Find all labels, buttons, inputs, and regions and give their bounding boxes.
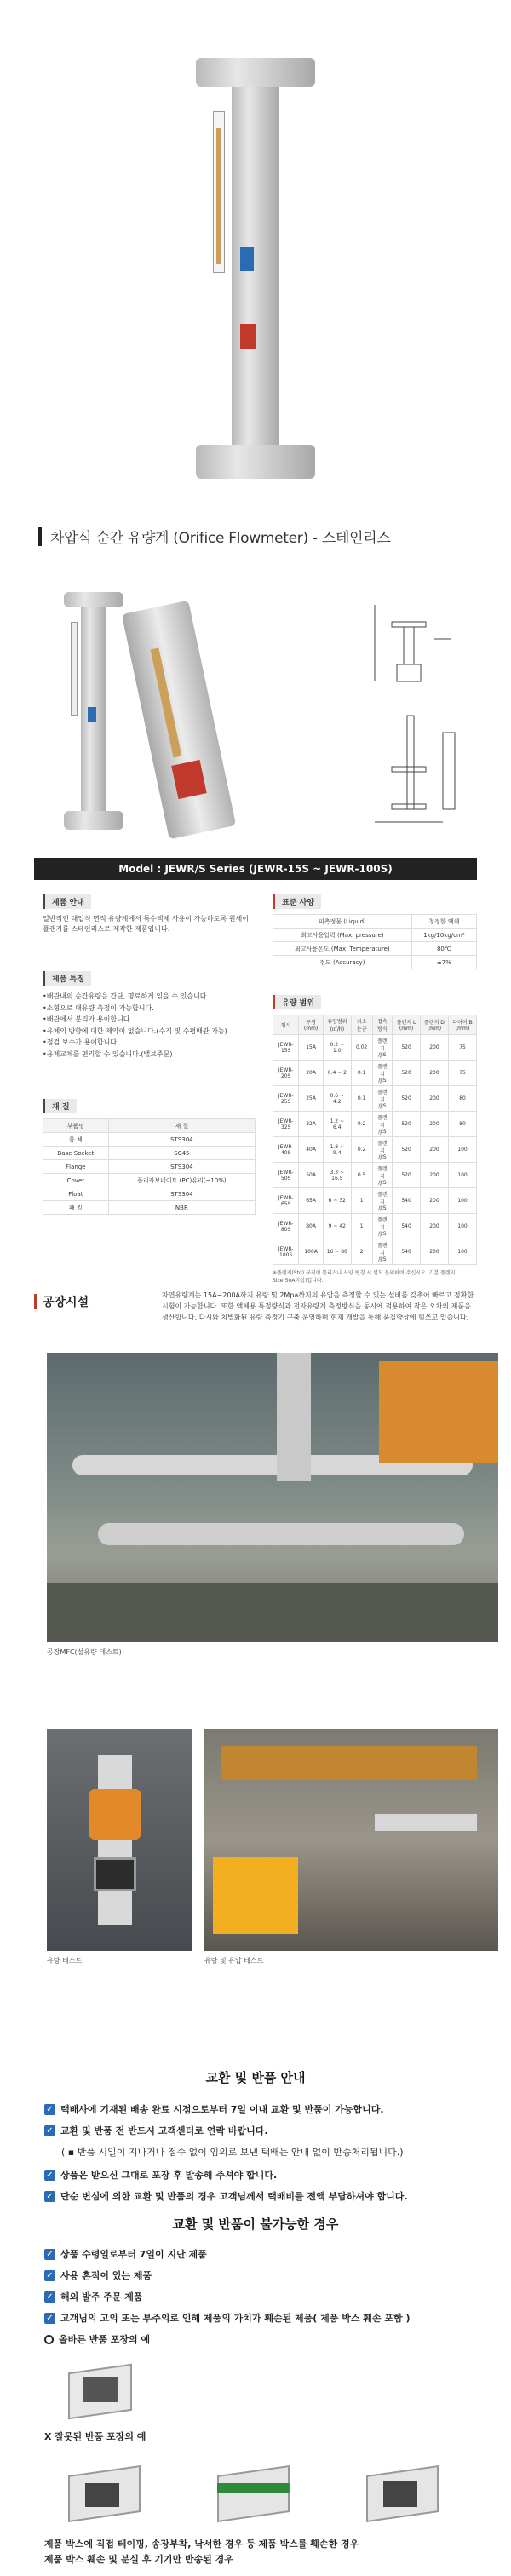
feature-item: •점검 보수가 용이합니다. (43, 1038, 119, 1047)
check-icon: ✓ (44, 2125, 55, 2136)
factory-caption-flow: 유량 테스트 (47, 1957, 83, 1964)
table-row: 패 킹 NBR (43, 1201, 256, 1215)
not-allowed-item: ✓ 해외 발주 주문 제품 (44, 2290, 143, 2303)
check-icon: ✓ (44, 2104, 55, 2115)
page-title: 차압식 순간 유량계 (Orifice Flowmeter) - 스테인리스 (38, 526, 390, 547)
exchange-item: ✓ 상품은 받으신 그대로 포장 후 발송해 주셔야 합니다. (44, 2168, 277, 2182)
factory-caption-pressure: 유량 및 유압 테스트 (204, 1957, 264, 1964)
not-allowed-item: ✓ 고객님의 고의 또는 부주의로 인해 제품의 가치가 훼손된 제품( 제품 박스 훼손 포함 ) (44, 2311, 411, 2325)
not-allowed-heading: 교환 및 반품이 불가능한 경우 (172, 2217, 339, 2232)
exchange-item: ( ▪ 반품 시일이 지나거나 접수 없이 임의로 보낸 택배는 안내 없이 반송처리됩니다.) (61, 2147, 404, 2158)
check-icon: ✓ (44, 2170, 55, 2181)
not-allowed-item: ✓ 사용 흔적이 있는 제품 (44, 2268, 152, 2282)
table-row: 피측정물 (Liquid) 청정한 액체 (273, 915, 477, 929)
table-row: 몸 체 STS304 (43, 1133, 256, 1147)
not-allowed-item: ✓ 상품 수령일로부터 7일이 지난 제품 (44, 2247, 207, 2261)
factory-title: 공장시설 (34, 1293, 89, 1310)
table-row: JEWR-15S 15A 0.2 ~ 1.0 0.02 플랜지 /JIS 520 200 75 (273, 1035, 477, 1061)
features-heading: 제품 특징 (43, 971, 91, 986)
range-section (273, 995, 477, 1284)
bad-box-image-1 (60, 2458, 153, 2526)
factory-photo-pressure (204, 1729, 498, 1951)
table-row: JEWR-100S 100A 16 ~ 80 2 플랜지 /JIS 540 200 100 (273, 1239, 477, 1265)
model-bar: Model : JEWR/S Series (JEWR-15S ~ JEWR-100S) (34, 858, 477, 880)
check-icon: ✓ (44, 2291, 55, 2303)
bad-box-image-2 (209, 2458, 302, 2526)
table-row: 최고사용온도 (Max. Temperature) 80℃ (273, 942, 477, 956)
bottom-note-1: 제품 박스에 직접 테이핑, 송장부착, 낙서한 경우 등 제품 박스를 훼손한 경우 (44, 2539, 359, 2550)
table-row: JEWR-40S 40A 1.8 ~ 9.4 0.2 플랜지 /JIS 520 200 100 (273, 1137, 477, 1163)
table-row: Base Socket SC45 (43, 1147, 256, 1160)
range-note: ※플랜지(Std) 규격이 틀리거나 사양 변경 시 별도 문의하여 주십시오. 기본 플랜지 Size(50A이상)입니다. (273, 1270, 456, 1284)
std-spec-heading: 표준 사양 (273, 894, 321, 909)
check-icon: ✓ (44, 2191, 55, 2202)
factory-photo-main (47, 1353, 498, 1642)
std-spec-table (273, 914, 477, 969)
exchange-heading: 교환 및 반품 안내 (205, 2070, 306, 2085)
std-spec-section (273, 894, 477, 969)
good-example-label: 올바른 반품 포장의 예 (44, 2332, 150, 2346)
materials-section (43, 1099, 256, 1215)
table-row: JEWR-80S 80A 9 ~ 42 1 플랜지 /JIS 540 200 100 (273, 1214, 477, 1239)
bottom-note-2: 제품 박스 훼손 및 분실 후 기기만 반송된 경우 (44, 2554, 233, 2565)
exchange-item: ✓ 교환 및 반품 전 반드시 고객센터로 연락 바랍니다. (44, 2124, 268, 2137)
table-row: JEWR-20S 20A 0.4 ~ 2 0.1 플랜지 /JIS 520 200 75 (273, 1061, 477, 1086)
exchange-item: ✓ 단순 변심에 의한 교환 및 반품의 경우 고객님께서 택배비를 전액 부담하셔야 합니다. (44, 2189, 408, 2203)
feature-item: •유체의 방향에 대한 제약이 없습니다.(수직 및 수평배관 가능) (43, 1026, 227, 1035)
circle-icon (44, 2335, 54, 2344)
range-heading: 유량 범위 (273, 995, 321, 1009)
hero-product-image (170, 51, 341, 494)
good-box-image (60, 2360, 141, 2419)
exchange-item: ✓ 택배사에 기재된 배송 완료 시점으로부터 7일 이내 교환 및 반품이 가능합니다. (44, 2102, 384, 2116)
table-row: 최고사용압력 (Max. pressure) 1kg/10kg/cm² (273, 929, 477, 942)
table-row: 정도 (Accuracy) ±7% (273, 956, 477, 969)
table-row: JEWR-65S 65A 6 ~ 32 1 플랜지 /JIS 540 200 100 (273, 1188, 477, 1214)
factory-caption-main: 공장MFC(설유량 테스트) (47, 1648, 122, 1656)
factory-photo-flow (47, 1729, 192, 1951)
feature-item: •배관에서 분리가 용이합니다. (43, 1015, 133, 1024)
intro-text: 일반적인 대입식 면적 유량계에서 특수액체 사용이 가능하도록 원세이 플랜지를 스테인리스로 제작한 제품입니다. (43, 915, 249, 933)
range-table: 형식 구경 (mm) 유량범위 (㎥/h) 최소 눈금 접속방식 플랜지 L (mm) 플랜지 D (mm) 다이어 B (mm) JEWR-15S 15A 0.2 ~ 1.0 0.02 플랜지 /JIS 520 200 75 JEWR-20S 20A 0.4 ~ 2 0.1 플랜지 /JIS 520 200 75 JEWR-25S 25A 0.6 ~ 4.2 0.1 플랜지 /JIS 520 200 80 JEWR-32S 32A 1.2 ~ 6.4 0.2 플랜지 /JIS 520 200 80 JEWR-40S 40A 1.8 ~ 9.4 0.2 플랜지 /JIS 520 200 100 JEWR-50S 50A 3.3 ~ 16.5 0.5 플랜지 /JIS 520 200 100 JEWR-65S 65A 6 ~ 32 1 플랜지 /JIS 540 200 100 JEWR-80S 80A 9 ~ 42 1 플랜지 /JIS 540 200 100 JEWR-100S 100A 16 ~ 80 2 플랜지 /JIS 540 200 100 (273, 1015, 477, 1265)
intro-heading: 제품 안내 (43, 894, 91, 909)
check-icon: ✓ (44, 2249, 55, 2260)
table-row: JEWR-25S 25A 0.6 ~ 4.2 0.1 플랜지 /JIS 520 200 80 (273, 1086, 477, 1112)
feature-item: •배관내의 순간유량을 간단, 명료하게 읽을 수 있습니다. (43, 992, 210, 1000)
table-row: Flange STS304 (43, 1160, 256, 1174)
intro-section (43, 894, 256, 934)
table-row: Float STS304 (43, 1187, 256, 1201)
feature-item: •용제교체를 편리할 수 있습니다.(밸브주문) (43, 1049, 173, 1058)
feature-item: •소형으로 대유량 측정이 가능합니다. (43, 1003, 154, 1012)
table-row: Cover 폴리카보네이트 (PC)유리(~10%) (43, 1174, 256, 1187)
features-section (43, 971, 256, 1061)
factory-text: 자연유량계는 15A~200A까지 유량 및 2Mpa까지의 유압을 측정할 수 있는 설비를 갖추어 빠르고 정확한 시험이 가능합니다. 또한 액체용 특정량식과 전자유량계 측정방식을 동시에 적용하여 작은 오차의 제품을 생산합니다. 다시와 치별화된 유량 측정기 구축 운영하며 현재 개발을 통해 품질향상에 힘쓰고 있습니다. (162, 1291, 474, 1321)
bad-example-label: X 잘못된 반품 포장의 예 (44, 2431, 146, 2442)
bad-box-image-3 (358, 2458, 451, 2526)
materials-heading: 재 질 (43, 1099, 77, 1113)
table-row: JEWR-50S 50A 3.3 ~ 16.5 0.5 플랜지 /JIS 520 200 100 (273, 1163, 477, 1188)
product-photo (47, 588, 243, 843)
check-icon: ✓ (44, 2313, 55, 2324)
materials-table: 부품명 재 질 몸 체 STS304 Base Socket SC45 Flange STS304 Cover 폴리카보네이트 (PC)유리(~10%) Float STS304 패 킹 NBR (43, 1118, 256, 1215)
check-icon: ✓ (44, 2270, 55, 2281)
table-row: JEWR-32S 32A 1.2 ~ 6.4 0.2 플랜지 /JIS 520 200 80 (273, 1112, 477, 1137)
dimension-drawing (341, 588, 477, 843)
